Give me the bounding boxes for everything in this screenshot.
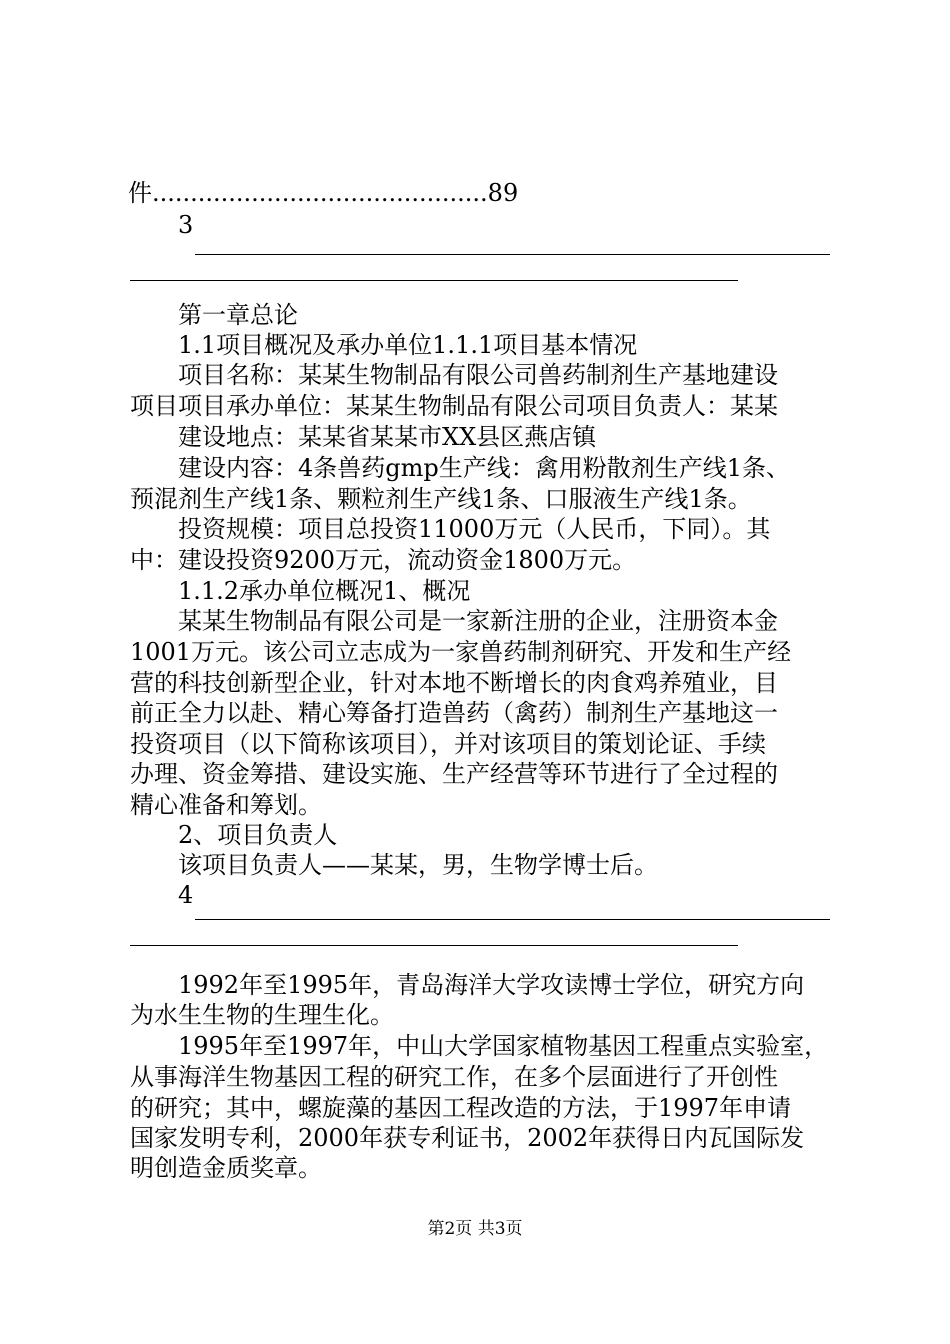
section-heading: 1.1.2承办单位概况1、概况 (178, 577, 471, 605)
page-footer: 第2页 共3页 (427, 1219, 523, 1239)
separator-line (130, 280, 738, 281)
separator-line (195, 254, 830, 255)
chapter-title: 第一章总论 (178, 301, 298, 329)
separator-line (130, 945, 738, 946)
paragraph-line: 精心准备和筹划。 (130, 791, 322, 819)
paragraph-line: 的研究；其中，螺旋藻的基因工程改造的方法，于1997年申请 (130, 1094, 792, 1122)
page-number: 3 (178, 211, 194, 239)
paragraph-line: 营的科技创新型企业，针对本地不断增长的肉食鸡养殖业，目 (130, 669, 778, 697)
paragraph-line: 明创造金质奖章。 (130, 1154, 322, 1182)
paragraph-line: 投资项目（以下简称该项目），并对该项目的策划论证、手续 (130, 730, 766, 758)
paragraph-line: 该项目负责人——某某，男，生物学博士后。 (178, 851, 658, 879)
paragraph-line: 1992年至1995年，青岛海洋大学攻读博士学位，研究方向 (178, 971, 805, 999)
paragraph-line: 项目名称：某某生物制品有限公司兽药制剂生产基地建设 (178, 361, 778, 389)
paragraph-line: 预混剂生产线1条、颗粒剂生产线1条、口服液生产线1条。 (130, 485, 752, 513)
paragraph-line: 为水生生物的生理生化。 (130, 1001, 394, 1029)
paragraph-line: 投资规模：项目总投资11000万元（人民币，下同）。其 (178, 515, 771, 543)
section-heading: 1.1项目概况及承办单位1.1.1项目基本情况 (178, 331, 638, 359)
page-number: 4 (178, 881, 194, 909)
paragraph-line: 从事海洋生物基因工程的研究工作，在多个层面进行了开创性 (130, 1063, 778, 1091)
paragraph-line: 前正全力以赴、精心筹备打造兽药（禽药）制剂生产基地这一 (130, 699, 778, 727)
toc-continuation: 件............................................89 (128, 179, 519, 207)
paragraph-line: 1995年至1997年，中山大学国家植物基因工程重点实验室， (178, 1032, 829, 1060)
paragraph-line: 中：建设投资9200万元，流动资金1800万元。 (130, 546, 637, 574)
paragraph-line: 建设内容：4条兽药gmp生产线：禽用粉散剂生产线1条、 (178, 454, 791, 482)
paragraph-line: 办理、资金筹措、建设实施、生产经营等环节进行了全过程的 (130, 760, 778, 788)
paragraph-line: 1001万元。该公司立志成为一家兽药制剂研究、开发和生产经 (130, 638, 792, 666)
paragraph-line: 某某生物制品有限公司是一家新注册的企业，注册资本金 (178, 607, 778, 635)
paragraph-line: 建设地点：某某省某某市XX县区燕店镇 (178, 423, 597, 451)
section-heading: 2、项目负责人 (178, 821, 338, 849)
paragraph-line: 项目项目承办单位：某某生物制品有限公司项目负责人：某某 (130, 392, 778, 420)
separator-line (195, 919, 830, 920)
paragraph-line: 国家发明专利，2000年获专利证书，2002年获得日内瓦国际发 (130, 1124, 805, 1152)
